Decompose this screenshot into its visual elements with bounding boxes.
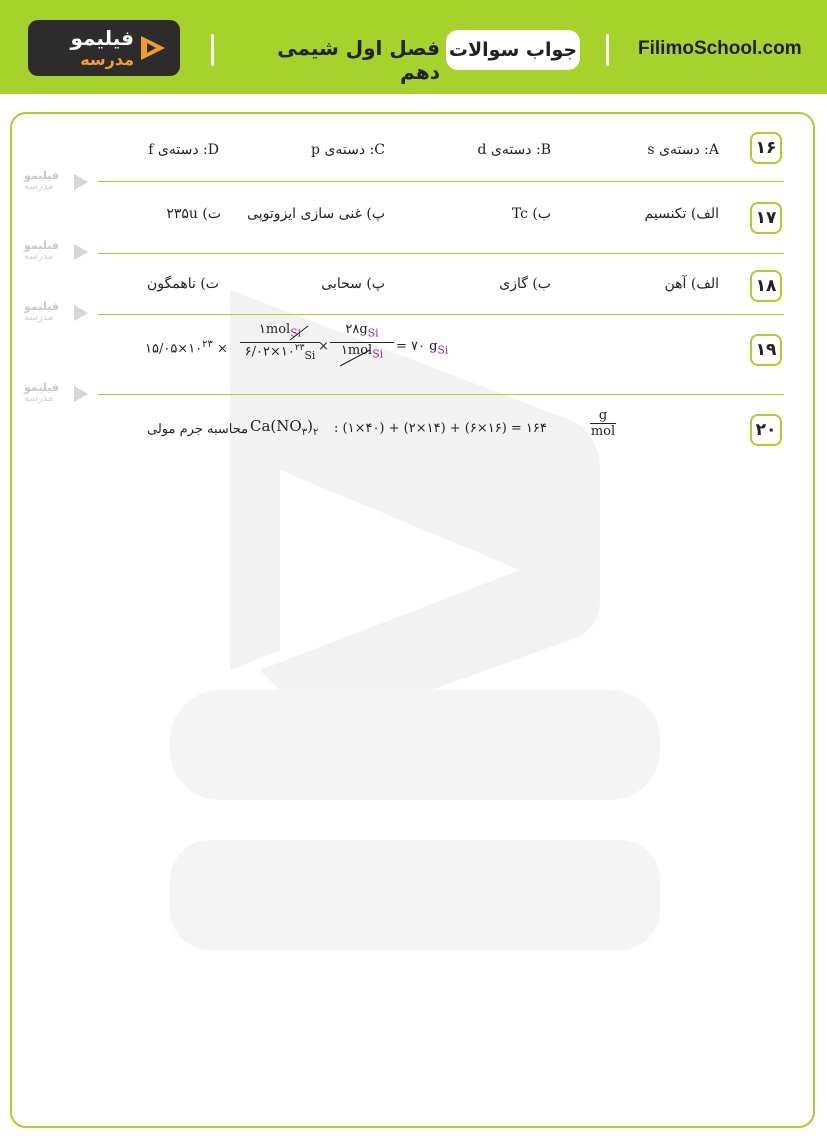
page-title: فصل اول شیمی دهم bbox=[277, 36, 440, 84]
side-watermark: فیلیمو مدرسه bbox=[24, 382, 92, 406]
answer-a: A: دسته‌ی s bbox=[647, 142, 719, 158]
answer-c: پ) غنی سازی ایزوتوپی bbox=[247, 206, 385, 222]
watermark-logo bbox=[140, 270, 680, 970]
expr-left: $۱۵/۰۵\times ۱۰^{۲۳}$ × bbox=[145, 339, 228, 357]
fraction-1: ۱mol$_{Si}$ $۶/۰۲\times ۱۰^{۲۳}_{Si}$ bbox=[240, 322, 320, 362]
side-watermark: فیلیمو مدرسه bbox=[24, 170, 92, 194]
answer-d: ت) ۲۳۵u bbox=[166, 206, 221, 222]
answer-b: B: دسته‌ی d bbox=[477, 142, 551, 158]
question-number: ۱۹ bbox=[750, 334, 782, 366]
times-sign: × bbox=[318, 339, 329, 354]
divider bbox=[98, 253, 784, 254]
sum-expression: : (۱×۴۰) + (۲×۱۴) + (۶×۱۶) = ۱۶۴ bbox=[334, 421, 547, 436]
logo-line2: مدرسه bbox=[80, 50, 134, 69]
question-number: ۱۶ bbox=[750, 132, 782, 164]
divider bbox=[98, 394, 784, 395]
answer-a: الف) آهن bbox=[664, 276, 719, 292]
side-watermark: فیلیمو مدرسه bbox=[24, 301, 92, 325]
divider bbox=[98, 314, 784, 315]
play-icon bbox=[138, 32, 168, 64]
separator bbox=[211, 34, 214, 66]
cancel-strokes bbox=[250, 322, 400, 370]
fraction-2: $۲۸g_{Si}$ ۱mol$_{Si}$ bbox=[330, 322, 394, 360]
question-number: ۱۷ bbox=[750, 202, 782, 234]
answer-a: الف) تکنسیم bbox=[644, 206, 719, 222]
side-watermark: فیلیمو مدرسه bbox=[24, 240, 92, 264]
title-badge: جواب سوالات bbox=[446, 30, 580, 70]
unit-fraction: g mol bbox=[590, 408, 616, 439]
answer-c: C: دسته‌ی p bbox=[311, 142, 385, 158]
answer-b: ب) Tc bbox=[511, 206, 551, 222]
site-link[interactable]: FilimoSchool.com bbox=[638, 38, 802, 59]
separator bbox=[606, 34, 609, 66]
divider bbox=[98, 181, 784, 182]
expr-result: = ۷۰ $g_{Si}$ bbox=[396, 339, 449, 357]
formula: $Ca(NO_۳)_۲$ bbox=[250, 417, 319, 438]
filimo-logo[interactable] bbox=[28, 20, 180, 76]
question-number: ۱۸ bbox=[750, 270, 782, 302]
header-bar bbox=[0, 0, 827, 94]
molar-mass-label: محاسبه جرم مولی bbox=[147, 422, 249, 437]
logo-line1: فیلیمو bbox=[70, 26, 134, 50]
answer-c: پ) سحابی bbox=[321, 276, 385, 292]
question-number: ۲۰ bbox=[750, 414, 782, 446]
answer-b: ب) گازی bbox=[499, 276, 551, 292]
answer-d: ت) ناهمگون bbox=[147, 276, 219, 292]
answer-d: D: دسته‌ی f bbox=[148, 142, 219, 158]
